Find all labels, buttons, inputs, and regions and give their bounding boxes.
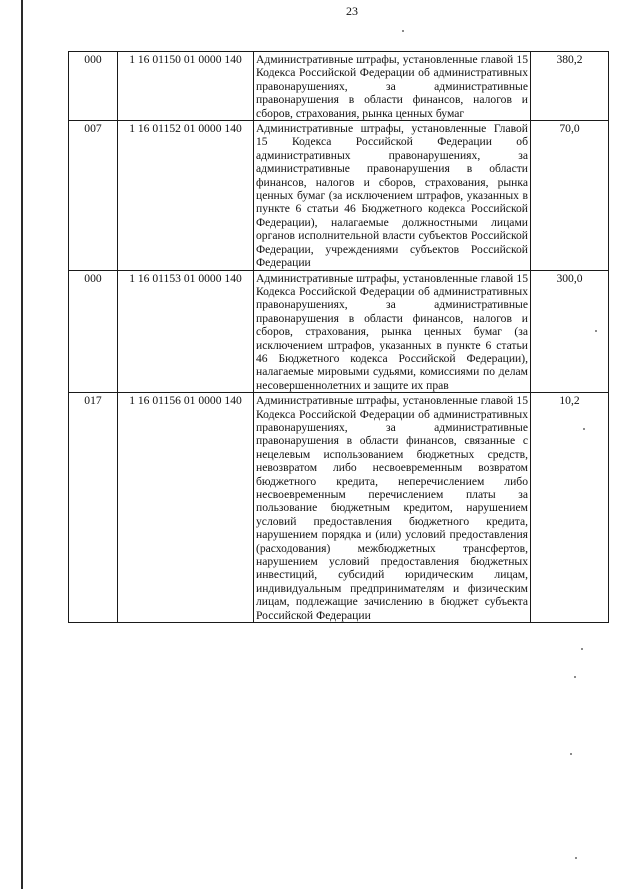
scan-speck bbox=[402, 30, 404, 32]
amount-cell: 10,2 bbox=[531, 393, 609, 623]
table-row bbox=[69, 393, 609, 623]
scan-speck bbox=[581, 648, 583, 650]
page-number: 23 bbox=[346, 4, 358, 18]
scan-speck bbox=[583, 428, 585, 430]
budget-revenue-table bbox=[68, 51, 609, 623]
table-row bbox=[69, 52, 609, 121]
admin-code-cell: 000 bbox=[69, 270, 118, 393]
admin-code-cell: 017 bbox=[69, 393, 118, 623]
kbk-code-cell: 1 16 01156 01 0000 140 bbox=[118, 393, 254, 623]
revenue-name-cell: Административные штрафы, установленные главой 15 Кодекса Российской Федерации об административных правонарушениях, за административные правонарушения в области финансов, связанные с нецелевым использованием бюджетных средств, невозвратом либо несвоевременным возвратом бюджетного кредита, неперечислением либо несвоевременным перечислением платы за пользование бюджетным кредитом, нарушением условий предоставления бюджетного кредита, нарушением порядка и (или) условий предоставления (расходования) межбюджетных трансфертов, нарушением условий предоставления бюджетных инвестиций, субсидий юридическим лицам, индивидуальным предпринимателям и физическим лицам, подлежащие зачислению в бюджет субъекта Российской Федерации bbox=[254, 393, 531, 623]
revenue-name-cell: Административные штрафы, установленные Главой 15 Кодекса Российской Федерации об административных правонарушениях, за административные правонарушения в области финансов, налогов и сборов, страхования, рынка ценных бумаг (за исключением штрафов, указанных в пункте 6 статьи 46 Бюджетного кодекса Российской Федерации), налагаемые должностными лицами органов исполнительной власти субъектов Российской Федерации, учреждениями субъектов Российской Федерации bbox=[254, 121, 531, 270]
amount-cell: 300,0 bbox=[531, 270, 609, 393]
revenue-name-cell: Административные штрафы, установленные главой 15 Кодекса Российской Федерации об административных правонарушениях, за административные правонарушения в области финансов, налогов и сборов, страхования, рынка ценных бумаг (за исключением штрафов, указанных в пункте 6 статьи 46 Бюджетного кодекса Российской Федерации), налагаемые мировыми судьями, комиссиями по делам несовершеннолетних и защите их прав bbox=[254, 270, 531, 393]
amount-cell: 380,2 bbox=[531, 52, 609, 121]
scan-speck bbox=[595, 330, 597, 332]
scan-speck bbox=[575, 857, 577, 859]
kbk-code-cell: 1 16 01150 01 0000 140 bbox=[118, 52, 254, 121]
table-row bbox=[69, 270, 609, 393]
kbk-code-cell: 1 16 01152 01 0000 140 bbox=[118, 121, 254, 270]
scan-speck bbox=[570, 753, 572, 755]
kbk-code-cell: 1 16 01153 01 0000 140 bbox=[118, 270, 254, 393]
amount-cell: 70,0 bbox=[531, 121, 609, 270]
page-left-edge-shadow bbox=[21, 0, 23, 889]
scan-speck bbox=[574, 676, 576, 678]
revenue-name-cell: Административные штрафы, установленные главой 15 Кодекса Российской Федерации об административных правонарушениях, за административные правонарушения в области финансов, налогов и сборов, страхования, рынка ценных бумаг bbox=[254, 52, 531, 121]
admin-code-cell: 000 bbox=[69, 52, 118, 121]
table-row bbox=[69, 121, 609, 270]
admin-code-cell: 007 bbox=[69, 121, 118, 270]
